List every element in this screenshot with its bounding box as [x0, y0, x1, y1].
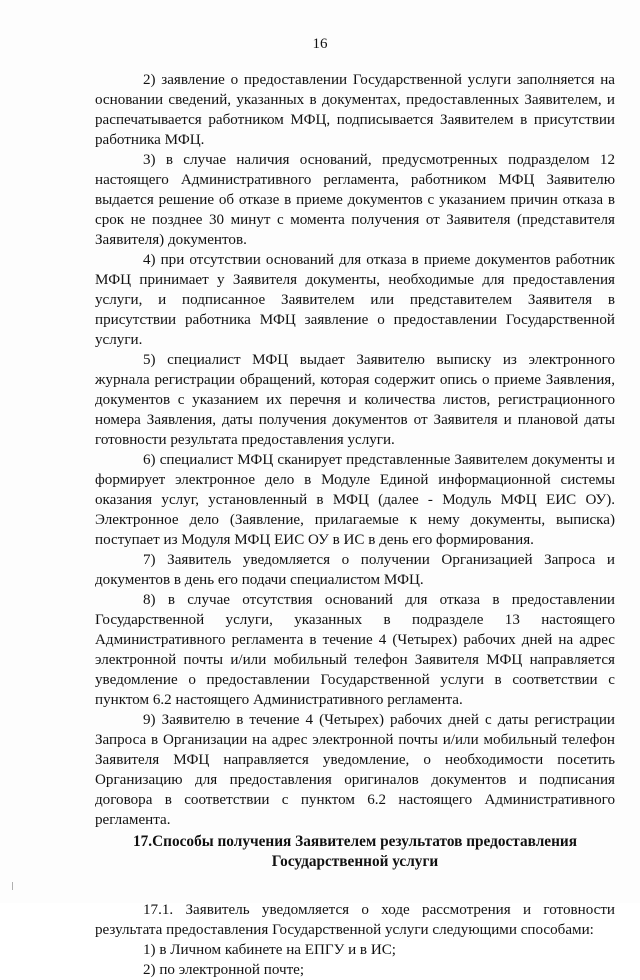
section-intro: 17.1. Заявитель уведомляется о ходе рассмотрения и готовности результата предоставления Государственной услуги следующими способами:	[95, 902, 615, 938]
paragraph-item-4: 4) при отсутствии оснований для отказа в приеме документов работник МФЦ принимает у Заявителя документы, необходимые для предоставления услуги, и подписанное Заявителем или представителем Заявителя в присутствии работника МФЦ заявление о предоставлении Государственной услуги.	[95, 252, 615, 348]
paragraph-item-6: 6) специалист МФЦ сканирует представленные Заявителем документы и формирует электронное дело в Модуле Единой информационной системы оказания услуг, установленный в МФЦ (далее - Модуль МФЦ ЕИС ОУ). Электронное дело (Заявление, прилагаемые к нему документы, выписка) поступает из Модуля МФЦ ЕИС ОУ в ИС в день его формирования.	[95, 452, 615, 548]
page-number: 16	[312, 36, 328, 52]
paragraph-item-7: 7) Заявитель уведомляется о получении Организацией Запроса и документов в день его подачи специалистом МФЦ.	[95, 552, 615, 588]
scan-margin-mark	[12, 882, 13, 890]
paragraph-item-9: 9) Заявителю в течение 4 (Четырех) рабочих дней с даты регистрации Запроса в Организации на адрес электронной почты и/или мобильный телефон Заявителя МФЦ направляется уведомление, о необходимости посетить Организацию для предоставления оригиналов документов и подписания договора в соответствии с пунктом 6.2 настоящего Административного регламента.	[95, 712, 615, 828]
document-body	[95, 70, 615, 980]
paragraph-item-8: 8) в случае отсутствия оснований для отказа в предоставлении Государственной услуги, указанных в подразделе 13 настоящего Административного регламента в течение 4 (Четырех) рабочих дней на адрес электронной почты и/или мобильный телефон Заявителя МФЦ направляется уведомление о предоставлении Государственной услуги в соответствии с пунктом 6.2 настоящего Административного регламента.	[95, 592, 615, 708]
list-item-2: 2) по электронной почте;	[143, 962, 305, 978]
paragraph-item-5: 5) специалист МФЦ выдает Заявителю выписку из электронного журнала регистрации обращений, которая содержит опись о приеме Заявления, документов с указанием их перечня и количества листов, регистрационного номера Заявления, даты получения документов от Заявителя и плановой даты готовности результата предоставления услуги.	[95, 352, 615, 448]
section-heading: 17.Способы получения Заявителем результатов предоставления Государственной услуги	[133, 833, 577, 870]
list-item-1: 1) в Личном кабинете на ЕПГУ и в ИС;	[143, 942, 396, 958]
paragraph-item-2: 2) заявление о предоставлении Государственной услуги заполняется на основании сведений, указанных в документах, предоставленных Заявителем, и распечатывается работником МФЦ, подписывается Заявителем в присутствии работника МФЦ.	[95, 72, 615, 148]
paragraph-item-3: 3) в случае наличия оснований, предусмотренных подразделом 12 настоящего Административного регламента, работником МФЦ Заявителю выдается решение об отказе в приеме документов с указанием причин отказа в срок не позднее 30 минут с момента получения от Заявителя (представителя Заявителя) документов.	[95, 152, 615, 248]
